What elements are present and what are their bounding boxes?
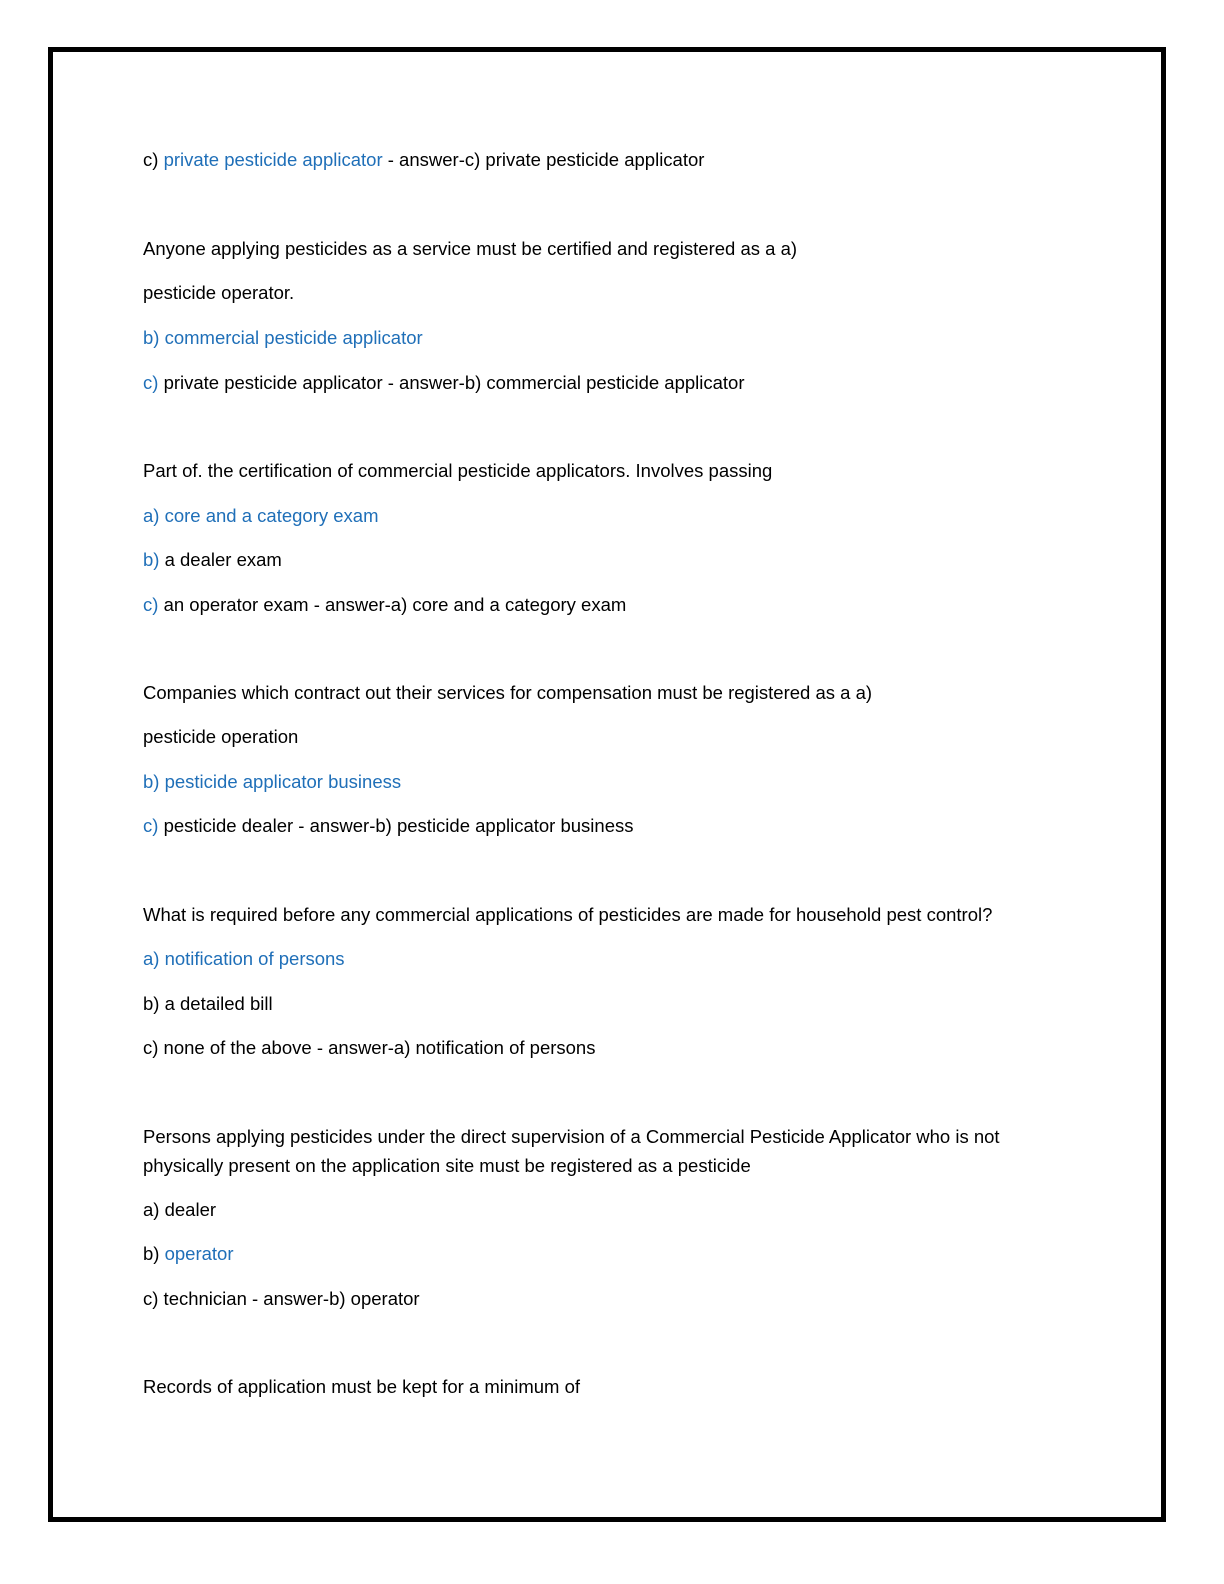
q5-option-b-link[interactable]: operator bbox=[164, 1243, 234, 1264]
q4-option-a-link[interactable]: a) notification of persons bbox=[143, 948, 345, 969]
option-label: c) bbox=[143, 149, 159, 170]
q1-question: Anyone applying pesticides as a service must be certified and registered as a a) bbox=[143, 238, 798, 259]
q2-option-b-text: a dealer exam bbox=[164, 549, 282, 570]
q1-option-c-label[interactable]: c) bbox=[143, 372, 159, 393]
q1-answer-text: private pesticide applicator - answer-b) commercial pesticide applicator bbox=[163, 372, 745, 393]
q2-option-b-label[interactable]: b) bbox=[143, 549, 160, 570]
q2-option-c bbox=[143, 593, 626, 617]
q5-option-b bbox=[143, 1242, 234, 1266]
q0-answer-text: - answer-c) private pesticide applicator bbox=[387, 149, 705, 170]
q5-option-c: c) technician - answer-b) operator bbox=[143, 1288, 420, 1309]
q6-question: Records of application must be kept for a minimum of bbox=[143, 1376, 580, 1397]
q1-option-a: pesticide operator. bbox=[143, 282, 295, 303]
q3-question: Companies which contract out their services for compensation must be registered as a a) bbox=[143, 682, 873, 703]
q5-option-b-label: b) bbox=[143, 1243, 160, 1264]
q2-option-a-link[interactable]: a) core and a category exam bbox=[143, 505, 379, 526]
q2-option-c-label[interactable]: c) bbox=[143, 594, 159, 615]
q1-option-b-link[interactable]: b) commercial pesticide applicator bbox=[143, 327, 423, 348]
q2-answer-text: an operator exam - answer-a) core and a category exam bbox=[163, 594, 627, 615]
q0-option-c-link[interactable]: private pesticide applicator bbox=[163, 149, 383, 170]
q2-question: Part of. the certification of commercial pesticide applicators. Involves passing bbox=[143, 460, 773, 481]
q2-option-b bbox=[143, 548, 282, 572]
q5-question-line2: physically present on the application site must be registered as a pesticide bbox=[143, 1155, 751, 1176]
q4-question: What is required before any commercial applications of pesticides are made for household pest control? bbox=[143, 904, 993, 925]
q3-option-b-link[interactable]: b) pesticide applicator business bbox=[143, 771, 402, 792]
q4-option-b: b) a detailed bill bbox=[143, 993, 273, 1014]
q3-answer-text: pesticide dealer - answer-b) pesticide applicator business bbox=[163, 815, 634, 836]
q3-option-c bbox=[143, 814, 634, 838]
q4-option-c: c) none of the above - answer-a) notification of persons bbox=[143, 1037, 596, 1058]
q5-question-line1: Persons applying pesticides under the direct supervision of a Commercial Pesticide Applicator who is not bbox=[143, 1126, 1000, 1147]
q0-option-c bbox=[143, 148, 704, 172]
q3-option-c-label[interactable]: c) bbox=[143, 815, 159, 836]
q1-option-c bbox=[143, 371, 745, 395]
q3-option-a: pesticide operation bbox=[143, 726, 299, 747]
q5-option-a: a) dealer bbox=[143, 1199, 217, 1220]
